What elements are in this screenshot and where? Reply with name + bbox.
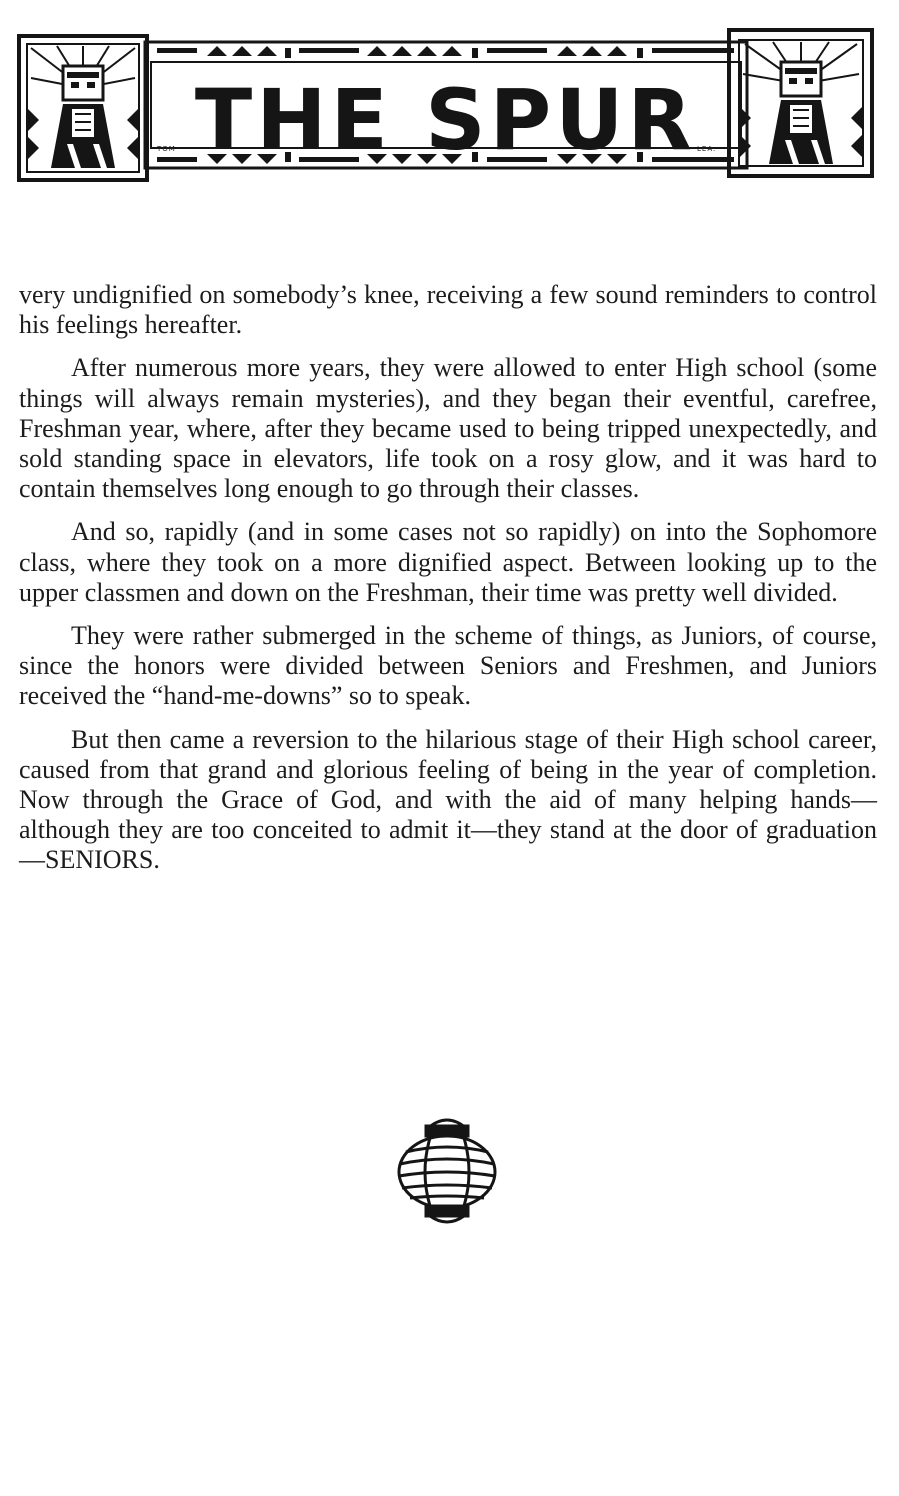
masthead: [17, 28, 874, 184]
paragraph: very undignified on somebody’s knee, receiving a few sound reminders to control his feelings hereafter.: [19, 280, 877, 340]
masthead-right-figure-icon: [729, 30, 872, 176]
paragraph: And so, rapidly (and in some cases not so rapidly) on into the Sophomore class, where they took on a more dignified aspect. Between looking up to the upper classmen and down on the Freshman, their time was pretty well divided.: [19, 517, 877, 607]
masthead-title: THE SPUR: [194, 71, 697, 169]
artist-signature-right: LEA.: [697, 145, 717, 153]
article-body: [19, 280, 877, 889]
artist-signature-left: TOM: [157, 145, 176, 153]
paragraph: After numerous more years, they were allowed to enter High school (some things will always remain mysteries), and they began their eventful, carefree, Freshman year, where, after they became used to being tripped unexpectedly, and sold standing space in elevators, life took on a rosy glow, and it was hard to contain themselves long enough to go through their classes.: [19, 353, 877, 504]
paper-lantern-icon: [396, 1112, 498, 1230]
paragraph: They were rather submerged in the scheme of things, as Juniors, of course, since the honors were divided between Seniors and Freshmen, and Juniors received the “hand-me-downs” so to speak.: [19, 621, 877, 711]
masthead-left-figure-icon: [19, 36, 147, 180]
paragraph: But then came a reversion to the hilarious stage of their High school career, caused from that grand and glorious feeling of being in the year of completion. Now through the Grace of God, and with the aid of many helping hands—although they are too conceited to admit it—they stand at the door of graduation—SENIORS.: [19, 724, 877, 875]
